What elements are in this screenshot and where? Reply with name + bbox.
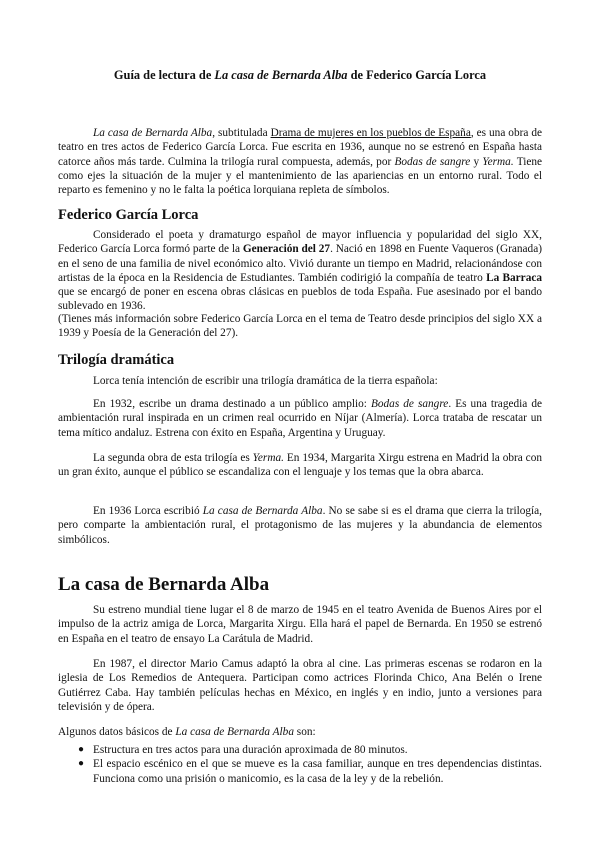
list-item: ● El espacio escénico en el que se mueve es la casa familiar, aunque en tres dependencias distintas. Funciona como una prisión o manicomio, es la casa de la ley y de la rebelión.	[78, 758, 542, 785]
casa-title: La casa de Bernarda Alba	[175, 726, 294, 738]
casa-film-paragraph: En 1987, el director Mario Camus adaptó la obra al cine. Las primeras escenas se rodaron en la iglesia de Los Remedios de Antequera. Participan como actrices Florinda Chico, Ana Belén o Irene Gutiérrez Caba. Hay también películas hechas en México, en inglés y en indio, junto a versiones para televisión y de ópera.	[58, 658, 542, 713]
document-title: Guía de lectura de La casa de Bernarda Alba de Federico García Lorca	[113, 68, 487, 82]
casa-data-list	[78, 743, 542, 786]
casa-data-intro: Algunos datos básicos de La casa de Bernarda Alba son:	[58, 726, 316, 738]
trilogy-intro: Lorca tenía intención de escribir una trilogía dramática de la tierra española:	[93, 375, 438, 387]
trilogy-casa-paragraph: En 1936 Lorca escribió La casa de Bernarda Alba. No se sabe si es el drama que cierra la trilogía, pero comparte la ambientación rural, el protagonismo de las mujeres y la abundancia de elementos simbólicos.	[58, 505, 542, 546]
lorca-note: (Tienes más información sobre Federico García Lorca en el tema de Teatro desde principios del siglo XX a 1939 y Poesía de la Generación del 27).	[58, 313, 542, 340]
heading-lorca: Federico García Lorca	[58, 207, 199, 223]
intro-work-title: La casa de Bernarda Alba	[93, 127, 213, 139]
lorca-paragraph: Considerado el poeta y dramaturgo español de mayor influencia y popularidad del siglo XX, Federico García Lorca formó parte de la Generación del 27. Nació en 1898 en Fuente Vaqueros (Granada) en el seno de una familia de nivel económico alto. Vivió durante un tiempo en Madrid, relacionándose con artistas de la época en la Residencia de Estudiantes. También codirigió la compañía de teatro La Barraca que se encargó de poner en escena obras clásicas en pueblos de toda España. Fue asesinado por el bando sublevado en 1936.	[58, 229, 543, 313]
intro-paragraph: La casa de Bernarda Alba, subtitulada Drama de mujeres en los pueblos de España, es una obra de teatro en tres actos de Federico García Lorca. Fue escrita en 1936, aunque no se estrenó en España hasta catorce años más tarde. Culmina la trilogía rural compuesta, además, por Bodas de sangre y Yerma. Tiene como ejes la situación de la mujer y el mantenimiento de las apariencias en un entorno rural. Todo el reparto es femenino y no le falta la poética lorquiana repleta de símbolos.	[58, 127, 543, 197]
title-work: La casa de Bernarda Alba	[214, 68, 348, 82]
yerma-title: Yerma.	[252, 452, 284, 464]
bodas-title: Bodas de sangre	[370, 398, 449, 410]
bodas-title: Bodas de sangre	[394, 155, 471, 168]
company-name: La Barraca	[486, 271, 543, 284]
bullet-icon: ●	[78, 758, 85, 770]
heading-trilogy: Trilogía dramática	[58, 352, 175, 368]
trilogy-yerma-paragraph: La segunda obra de esta trilogía es Yerma. En 1934, Margarita Xirgu estrena en Madrid la obra con un gran éxito, aunque el público se escandaliza con el lenguaje y los temas que la obra abarca.	[58, 452, 542, 479]
heading-casa: La casa de Bernarda Alba	[58, 574, 270, 595]
list-item: ● Estructura en tres actos para una duración aproximada de 80 minutos.	[78, 744, 408, 756]
generation-name: Generación del 27	[242, 243, 331, 256]
bullet-icon: ●	[78, 744, 85, 755]
subtitle-text: Drama de mujeres en los pueblos de España	[270, 127, 471, 139]
casa-premiere-paragraph: Su estreno mundial tiene lugar el 8 de marzo de 1945 en el teatro Avenida de Buenos Aires por el impulso de la actriz amiga de Lorca, Margarita Xirgu. Ella hará el papel de Bernarda. En 1950 se estrenó en España en el teatro de ensayo La Carátula de Madrid.	[58, 604, 542, 645]
trilogy-bodas-paragraph: En 1932, escribe un drama destinado a un público amplio: Bodas de sangre. Es una tragedia de ambientación rural inspirada en un crimen real ocurrido en Níjar (Almería). Lorca trataba de rescatar un tema mítico andaluz. Estrena con éxito en España, Argentina y Uruguay.	[58, 398, 542, 439]
yerma-title: Yerma.	[482, 155, 514, 168]
casa-title: La casa de Bernarda Alba	[202, 505, 323, 517]
